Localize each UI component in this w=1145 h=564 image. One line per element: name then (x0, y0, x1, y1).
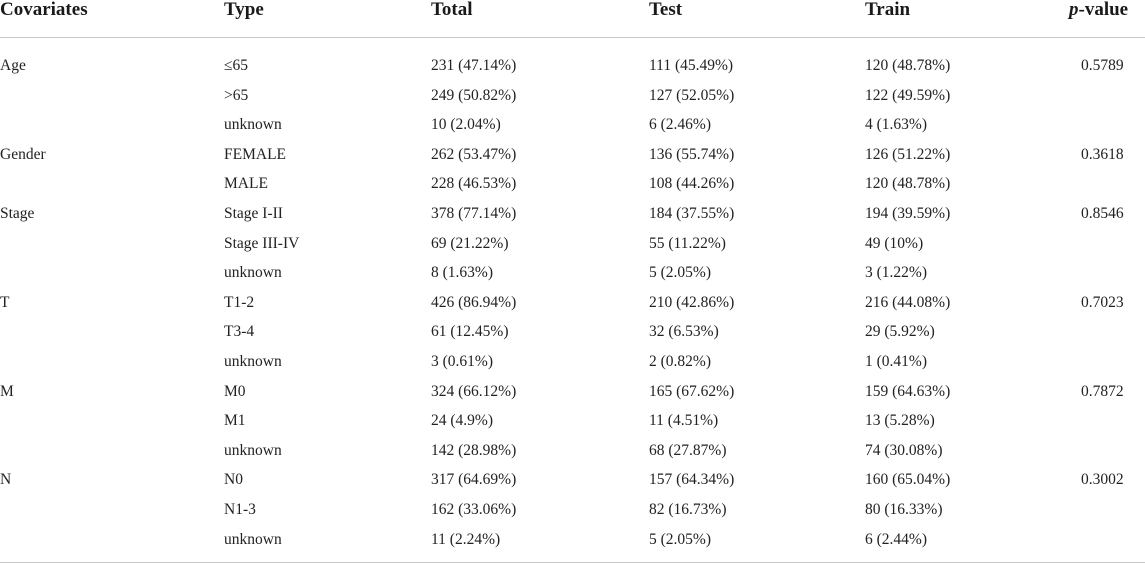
test-cell: 11 (4.51%) (649, 412, 719, 430)
table-row (0, 530, 1145, 560)
pvalue-cell: 0.7872 (1081, 382, 1124, 400)
train-cell: 126 (51.22%) (865, 145, 951, 163)
test-cell: 82 (16.73%) (649, 501, 727, 518)
total-cell: 378 (77.14%) (431, 205, 517, 222)
table-row (0, 234, 1145, 264)
table-row (0, 441, 1145, 471)
pvalue-cell: 0.3618 (1081, 145, 1124, 163)
type-cell: N0 (224, 471, 243, 489)
table-row (0, 411, 1145, 441)
type-cell: T3-4 (224, 323, 255, 341)
train-cell: 13 (5.28%) (865, 412, 935, 430)
test-cell: 157 (64.34%) (649, 471, 735, 489)
test-cell: 68 (27.87%) (649, 441, 727, 459)
type-cell: T1-2 (224, 293, 255, 311)
table-row (0, 500, 1145, 530)
test-cell: 108 (44.26%) (649, 175, 735, 193)
train-cell: 120 (48.78%) (865, 57, 951, 74)
total-cell: 61 (12.45%) (431, 323, 509, 341)
covariate-cell: M (0, 382, 14, 400)
covariate-cell: Gender (0, 145, 46, 163)
table-row (0, 293, 1145, 323)
total-cell: 231 (47.14%) (431, 57, 517, 74)
train-cell: 194 (39.59%) (865, 205, 951, 222)
total-cell: 142 (28.98%) (431, 441, 517, 459)
header-pvalue-suffix: -value (1078, 0, 1129, 20)
type-cell: unknown (224, 441, 282, 459)
total-cell: 8 (1.63%) (431, 264, 493, 282)
header-total: Total (431, 0, 473, 20)
train-cell: 29 (5.92%) (865, 323, 935, 341)
train-cell: 120 (48.78%) (865, 175, 951, 193)
type-cell: M1 (224, 412, 246, 430)
table-row (0, 470, 1145, 500)
test-cell: 136 (55.74%) (649, 145, 735, 163)
train-cell: 122 (49.59%) (865, 86, 951, 104)
type-cell: FEMALE (224, 145, 286, 163)
table-row (0, 56, 1145, 86)
pvalue-cell: 0.7023 (1081, 293, 1124, 311)
test-cell: 165 (67.62%) (649, 382, 735, 400)
train-cell: 3 (1.22%) (865, 264, 927, 282)
total-cell: 426 (86.94%) (431, 293, 517, 311)
header-pvalue-italic: p (1069, 0, 1079, 20)
table-row (0, 263, 1145, 293)
bottom-rule (0, 562, 1145, 563)
pvalue-cell: 0.5789 (1081, 57, 1124, 74)
covariate-cell: N (0, 471, 12, 489)
type-cell: M0 (224, 382, 246, 400)
total-cell: 10 (2.04%) (431, 116, 501, 134)
train-cell: 49 (10%) (865, 234, 924, 252)
test-cell: 6 (2.46%) (649, 116, 711, 134)
type-cell: N1-3 (224, 501, 256, 518)
type-cell: unknown (224, 264, 282, 282)
type-cell: ≤65 (224, 57, 249, 74)
covariate-cell: T (0, 293, 10, 311)
pvalue-cell: 0.8546 (1081, 205, 1124, 222)
type-cell: unknown (224, 353, 282, 370)
type-cell: Stage I-II (224, 205, 283, 222)
table-row (0, 86, 1145, 116)
total-cell: 324 (66.12%) (431, 382, 517, 400)
table-row (0, 204, 1145, 234)
type-cell: unknown (224, 530, 282, 548)
total-cell: 24 (4.9%) (431, 412, 493, 430)
header-covariates: Covariates (0, 0, 88, 20)
total-cell: 162 (33.06%) (431, 501, 517, 518)
total-cell: 228 (46.53%) (431, 175, 517, 193)
train-cell: 159 (64.63%) (865, 382, 951, 400)
covariate-cell: Stage (0, 205, 35, 222)
train-cell: 216 (44.08%) (865, 293, 951, 311)
total-cell: 69 (21.22%) (431, 234, 509, 252)
type-cell: >65 (224, 86, 249, 104)
type-cell: unknown (224, 116, 282, 134)
total-cell: 3 (0.61%) (431, 353, 493, 370)
train-cell: 160 (65.04%) (865, 471, 951, 489)
type-cell: MALE (224, 175, 268, 193)
table-row (0, 382, 1145, 412)
train-cell: 74 (30.08%) (865, 441, 943, 459)
table-row (0, 145, 1145, 175)
test-cell: 111 (45.49%) (649, 57, 734, 74)
test-cell: 210 (42.86%) (649, 293, 735, 311)
header-pvalue (1069, 0, 1128, 22)
header-test: Test (649, 0, 683, 20)
table-row (0, 322, 1145, 352)
table-row (0, 352, 1145, 382)
total-cell: 262 (53.47%) (431, 145, 517, 163)
total-cell: 317 (64.69%) (431, 471, 517, 489)
test-cell: 55 (11.22%) (649, 234, 726, 252)
table-row (0, 115, 1145, 145)
table-header (0, 0, 1145, 38)
type-cell: Stage III-IV (224, 234, 300, 252)
pvalue-cell: 0.3002 (1081, 471, 1124, 489)
train-cell: 6 (2.44%) (865, 530, 927, 548)
covariate-cell: Age (0, 57, 26, 74)
test-cell: 184 (37.55%) (649, 205, 735, 222)
test-cell: 5 (2.05%) (649, 264, 711, 282)
train-cell: 4 (1.63%) (865, 116, 927, 134)
total-cell: 11 (2.24%) (431, 530, 501, 548)
header-type: Type (224, 0, 264, 20)
test-cell: 127 (52.05%) (649, 86, 735, 104)
test-cell: 32 (6.53%) (649, 323, 719, 341)
train-cell: 1 (0.41%) (865, 353, 927, 370)
train-cell: 80 (16.33%) (865, 501, 943, 518)
header-train: Train (865, 0, 911, 20)
test-cell: 2 (0.82%) (649, 353, 711, 370)
total-cell: 249 (50.82%) (431, 86, 517, 104)
table-row (0, 174, 1145, 204)
test-cell: 5 (2.05%) (649, 530, 711, 548)
